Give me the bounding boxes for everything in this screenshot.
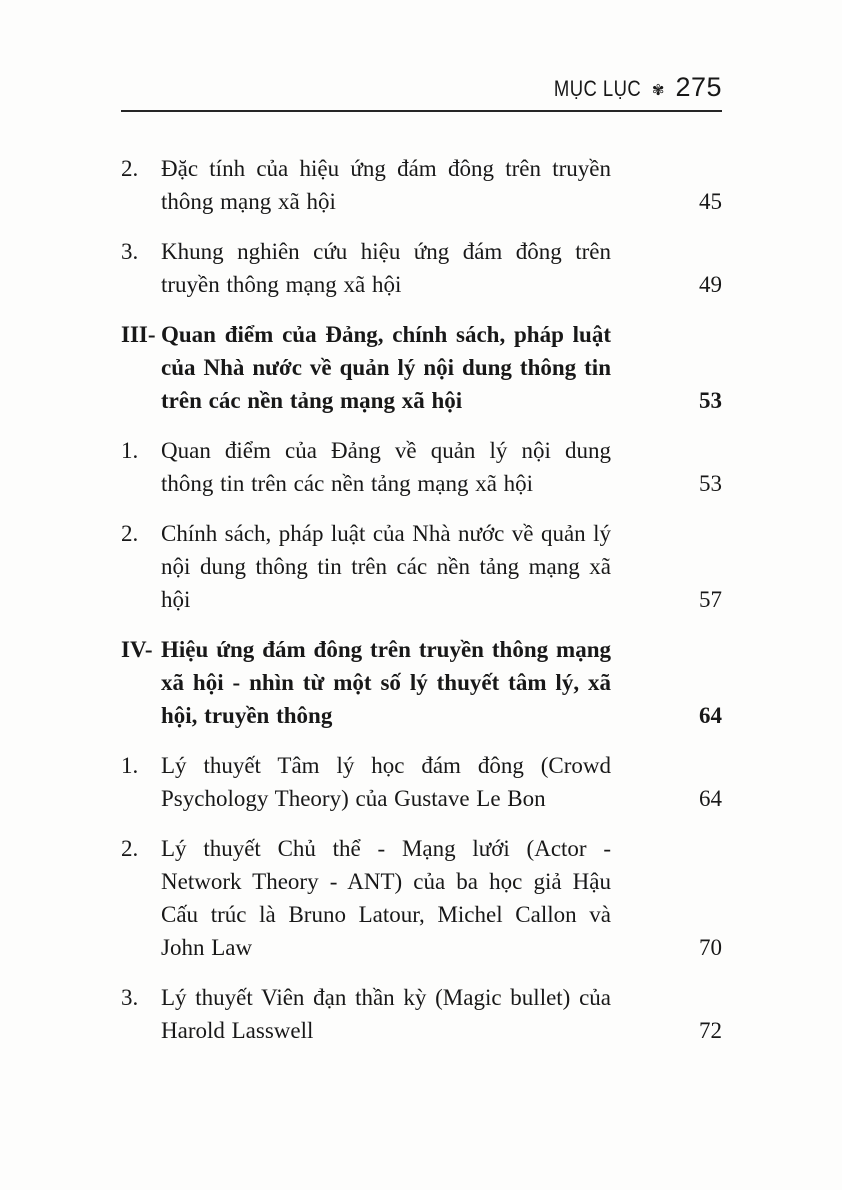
- florette-ornament-icon: ✾: [651, 81, 665, 99]
- toc-entry-title: Lý thuyết Tâm lý học đám đông (Crowd Psychology Theory) của Gustave Le Bon: [161, 753, 611, 811]
- toc-entry: [121, 152, 722, 218]
- toc-entry-page: 49: [699, 272, 722, 297]
- toc-entry-number: 2.: [121, 156, 139, 181]
- toc-entry-page: 53: [699, 471, 722, 496]
- toc-entry-page: 45: [699, 189, 722, 214]
- toc-entry-number: 3.: [121, 985, 139, 1010]
- running-title: MỤC LỤC: [553, 77, 641, 101]
- toc-entry-number: 2.: [121, 521, 139, 546]
- toc-entry-page: 64: [699, 786, 722, 811]
- toc-entry: [121, 832, 722, 964]
- toc-entry: [121, 434, 722, 500]
- toc-entry-title: Lý thuyết Viên đạn thần kỳ (Magic bullet) của Harold Lasswell: [161, 985, 611, 1043]
- toc-entry: [121, 517, 722, 616]
- toc-entry-title: Hiệu ứng đám đông trên truyền thông mạng xã hội - nhìn từ một số lý thuyết tâm lý, xã hội, truyền thông: [161, 637, 611, 728]
- toc-entry: [121, 981, 722, 1047]
- toc-entry: [121, 633, 722, 732]
- toc-entry-title: Khung nghiên cứu hiệu ứng đám đông trên truyền thông mạng xã hội: [161, 239, 611, 297]
- toc-entry-page: 72: [699, 1018, 722, 1043]
- toc-entry-page: 64: [699, 703, 722, 728]
- toc-entry-number: IV-: [121, 637, 153, 662]
- toc-entry-page: 70: [699, 935, 722, 960]
- toc-entry: [121, 749, 722, 815]
- toc-entry-title: Đặc tính của hiệu ứng đám đông trên truyền thông mạng xã hội: [161, 156, 611, 214]
- toc-entry-number: III-: [121, 322, 156, 347]
- running-header: [121, 72, 722, 103]
- toc-entry-title: Quan điểm của Đảng về quản lý nội dung thông tin trên các nền tảng mạng xã hội: [161, 438, 611, 496]
- toc-entry-number: 1.: [121, 438, 139, 463]
- toc-entry-page: 53: [699, 388, 722, 413]
- toc-entry-title: Quan điểm của Đảng, chính sách, pháp luật của Nhà nước về quản lý nội dung thông tin trên các nền tảng mạng xã hội: [161, 322, 611, 413]
- toc-entry-title: Chính sách, pháp luật của Nhà nước về quản lý nội dung thông tin trên các nền tảng mạng xã hội: [161, 521, 611, 612]
- toc-entry-number: 2.: [121, 836, 139, 861]
- toc-entry-page: 57: [699, 587, 722, 612]
- toc-entry-title: Lý thuyết Chủ thể - Mạng lưới (Actor - Network Theory - ANT) của ba học giả Hậu Cấu trúc là Bruno Latour, Michel Callon và John Law: [161, 836, 611, 960]
- toc-entry-number: 1.: [121, 753, 139, 778]
- toc-entry: [121, 318, 722, 417]
- page-number: 275: [675, 72, 722, 102]
- toc-entry: [121, 235, 722, 301]
- toc-entry-number: 3.: [121, 239, 139, 264]
- toc-list: [121, 152, 722, 1047]
- header-rule: [121, 110, 722, 112]
